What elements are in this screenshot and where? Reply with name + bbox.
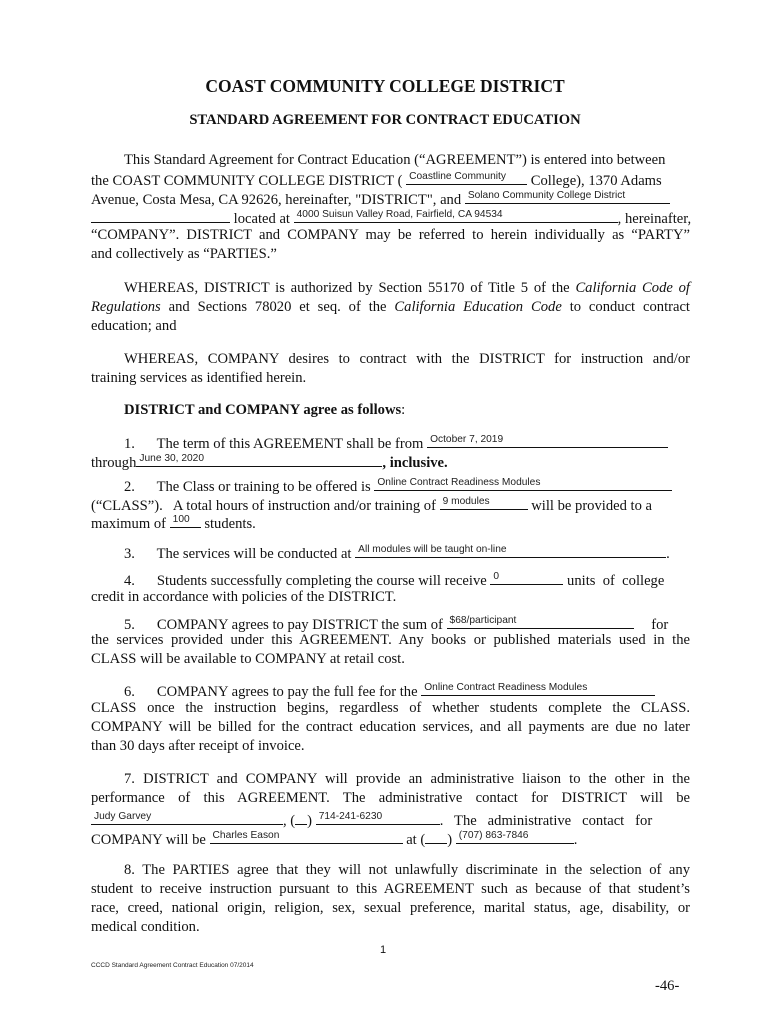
item-6-line-2: CLASS once the instruction begins, regardless of whether students complete the CLASS. (91, 700, 690, 716)
whereas2-line-1: WHEREAS, COMPANY desires to contract with the DISTRICT for instruction and/or (124, 351, 690, 367)
document-subtitle: STANDARD AGREEMENT FOR CONTRACT EDUCATION (189, 112, 581, 128)
class-name-field[interactable]: Online Contract Readiness Modules (374, 475, 672, 491)
company-phone-field[interactable]: (707) 863-7846 (456, 828, 574, 844)
item-7-line-4: COMPANY will be Charles Eason at ( ) (707) 863-7846 . (91, 830, 578, 848)
page-number: 1 (380, 944, 387, 956)
item-5-line-2: the services provided under this AGREEMENT. Any books or published materials used in the (91, 632, 690, 648)
hours-field[interactable]: 9 modules (440, 494, 528, 510)
page-mark: -46- (655, 978, 680, 994)
whereas1-line-2: Regulations and Sections 78020 et seq. of the California Education Code to conduct contract (91, 299, 690, 315)
company-field-cont (91, 207, 230, 223)
location-field[interactable]: 4000 Suisun Valley Road, Fairfield, CA 94534 (294, 207, 618, 223)
company-field[interactable]: Solano Community College District (465, 188, 670, 204)
item-6-line-1: 6. COMPANY agrees to pay the full fee for the Online Contract Readiness Modules (124, 680, 723, 701)
agree-heading: DISTRICT and COMPANY agree as follows: (124, 402, 406, 418)
item-7-line-1: 7. DISTRICT and COMPANY will provide an administrative liaison to the other in the (124, 771, 690, 787)
district-phone-field[interactable]: 714-241-6230 (316, 809, 440, 825)
term-from-field[interactable]: October 7, 2019 (427, 432, 668, 448)
document-title: COAST COMMUNITY COLLEGE DISTRICT (205, 76, 565, 96)
item-5-line-1: 5. COMPANY agrees to pay DISTRICT the sum of $68/participant for (124, 615, 669, 633)
company-contact-field[interactable]: Charles Eason (210, 828, 403, 844)
item-1-line-2: through June 30, 2020 , inclusive. (91, 453, 448, 471)
whereas1-line-1: WHEREAS, DISTRICT is authorized by Section 55170 of Title 5 of the California Code of (124, 280, 690, 296)
item-2-line-3: maximum of 100 students. (91, 514, 256, 532)
units-field[interactable]: 0 (490, 569, 563, 585)
item-7-line-2: performance of this AGREEMENT. The administrative contact for DISTRICT will be (91, 790, 690, 806)
item-8-line-1: 8. The PARTIES agree that they will not unlawfully discriminate in the selection of any (124, 862, 690, 878)
services-location-field[interactable]: All modules will be taught on-line (355, 542, 666, 558)
intro-line-4: located at 4000 Suisun Valley Road, Fairfield, CA 94534 , hereinafter, (91, 207, 690, 228)
intro-line-5: “COMPANY”. DISTRICT and COMPANY may be referred to herein individually as “PARTY” (91, 227, 690, 243)
item-1-line-1: 1. The term of this AGREEMENT shall be from October 7, 2019 (124, 432, 723, 453)
item-3-line-1: 3. The services will be conducted at All modules will be taught on-line . (124, 544, 670, 562)
item-8-line-3: race, creed, national origin, religion, sex, sexual preference, marital status, age, disability, or (91, 900, 690, 916)
item-2-line-2: (“CLASS”). A total hours of instruction and/or training of 9 modules will be provided to a (91, 496, 653, 514)
item-6-line-3: COMPANY will be billed for the contract education services, and all payments are due no later (91, 719, 690, 735)
footer-text: CCCD Standard Agreement Contract Education 07/2014 (91, 962, 254, 969)
district-contact-field[interactable]: Judy Garvey (91, 809, 283, 825)
sum-field[interactable]: $68/participant (447, 613, 634, 629)
max-students-field[interactable]: 100 (170, 512, 201, 528)
intro-line-6: and collectively as “PARTIES.” (91, 246, 277, 262)
item-8-line-2: student to receive instruction pursuant to this AGREEMENT such as because of that student’s (91, 881, 690, 897)
whereas1-line-3: education; and (91, 318, 177, 334)
item-2-line-1: 2. The Class or training to be offered is Online Contract Readiness Modules (124, 475, 723, 496)
full-fee-class-field[interactable]: Online Contract Readiness Modules (421, 680, 655, 696)
intro-line-1: This Standard Agreement for Contract Education (“AGREEMENT”) is entered into between (124, 152, 666, 168)
item-7-line-3: Judy Garvey , ( ) 714-241-6230 . The administrative contact for (91, 809, 690, 830)
term-through-field[interactable]: June 30, 2020 (136, 451, 382, 467)
college-field[interactable]: Coastline Community (406, 169, 527, 185)
item-5-line-3: CLASS will be available to COMPANY at retail cost. (91, 651, 405, 667)
item-8-line-4: medical condition. (91, 919, 200, 935)
whereas2-line-2: training services as identified herein. (91, 370, 307, 386)
intro-line-3: Avenue, Costa Mesa, CA 92626, hereinafter, "DISTRICT", and Solano Community College District (91, 188, 690, 209)
company-area-code-field[interactable] (425, 828, 447, 844)
item-4-line-1: 4. Students successfully completing the course will receive 0 units of college (124, 571, 665, 589)
item-4-line-2: credit in accordance with policies of the DISTRICT. (91, 589, 397, 605)
intro-line-2: the COAST COMMUNITY COLLEGE DISTRICT ( Coastline Community College), 1370 Adams (91, 171, 662, 189)
district-area-code-field[interactable] (295, 809, 307, 825)
item-6-line-4: than 30 days after receipt of invoice. (91, 738, 305, 754)
